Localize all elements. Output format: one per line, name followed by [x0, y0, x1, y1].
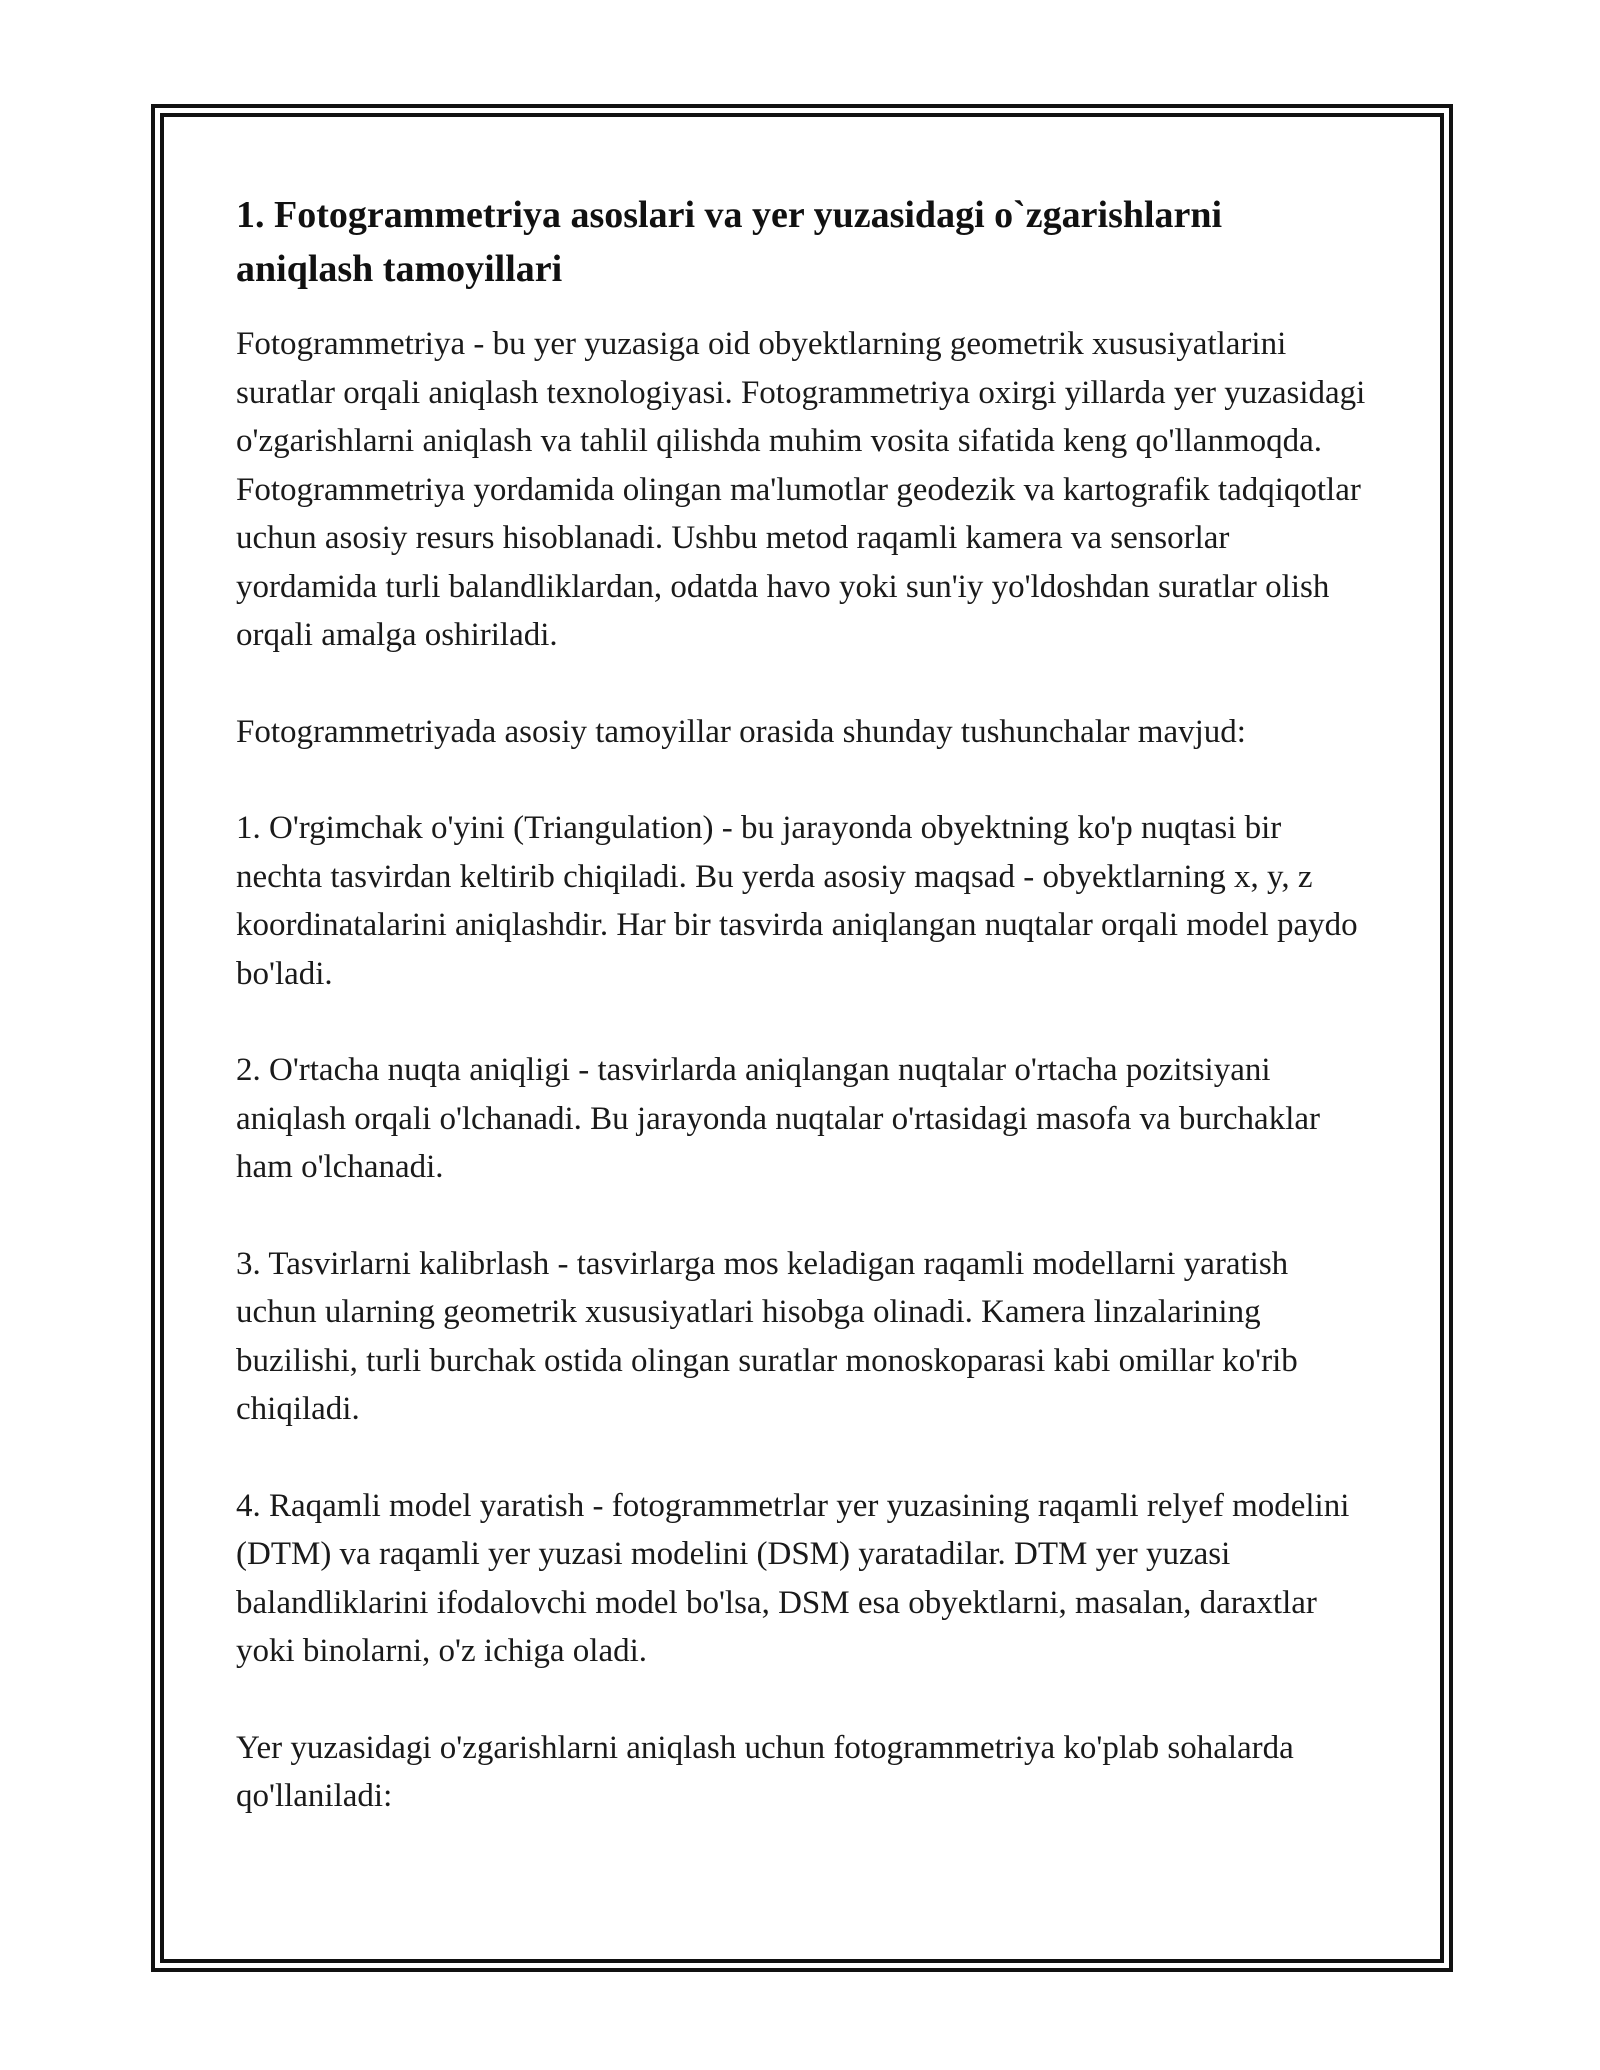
principles-intro-paragraph: Fotogrammetriyada asosiy tamoyillar orasida shunday tushunchalar mavjud: — [236, 713, 1246, 750]
list-item-calibration: 3. Tasvirlarni kalibrlash - tasvirlarga mos keladigan raqamli modellarni yaratish uchun ularning geometrik xususiyatlari hisobga olinadi. Kamera linzalarining buzilishi, turli burchak ostida olingan suratlar monoskoparasi kabi omillar ko'rib chiqiladi. — [236, 1245, 1298, 1427]
list-item-digital-model: 4. Raqamli model yaratish - fotogrammetrlar yer yuzasining raqamli relyef modelini (DTM) va raqamli yer yuzasi modelini (DSM) yaratadilar. DTM yer yuzasi balandliklarini ifodalovchi model bo'lsa, DSM esa obyektlarni, masalan, daraxtlar yoki binolarni, o'z ichiga oladi. — [236, 1487, 1350, 1669]
section-heading: 1. Fotogrammetriya asoslari va yer yuzasidagi o`zgarishlarni aniqlash tamoyillari — [236, 194, 1223, 290]
applications-intro-paragraph: Yer yuzasidagi o'zgarishlarni aniqlash uchun fotogrammetriya ko'plab sohalarda qo'llaniladi: — [236, 1729, 1294, 1814]
list-item-point-accuracy: 2. O'rtacha nuqta aniqligi - tasvirlarda aniqlangan nuqtalar o'rtacha pozitsiyani aniqlash orqali o'lchanadi. Bu jarayonda nuqtalar o'rtasidagi masofa va burchaklar ham o'lchanadi. — [236, 1052, 1321, 1185]
intro-paragraph: Fotogrammetriya - bu yer yuzasiga oid obyektlarning geometrik xususiyatlarini suratlar orqali aniqlash texnologiyasi. Fotogrammetriya oxirgi yillarda yer yuzasidagi o'zgarishlarni aniqlash va tahlil qilishda muhim vosita sifatida keng qo'llanmoqda. Fotogrammetriya yordamida olingan ma'lumotlar geodezik va kartografik tadqiqotlar uchun asosiy resurs hisoblanadi. Ushbu metod raqamli kamera va sensorlar yordamida turli balandliklardan, odatda havo yoki sun'iy yo'ldoshdan suratlar olish orqali amalga oshiriladi. — [236, 326, 1366, 653]
list-item-triangulation: 1. O'rgimchak o'yini (Triangulation) - bu jarayonda obyektning ko'p nuqtasi bir nechta tasvirdan keltirib chiqiladi. Bu yerda asosiy maqsad - obyektlarning x, y, z koordinatalarini aniqlashdir. Har bir tasvirda aniqlangan nuqtalar orqali model paydo bo'ladi. — [236, 810, 1358, 992]
document-body — [236, 188, 1366, 1869]
